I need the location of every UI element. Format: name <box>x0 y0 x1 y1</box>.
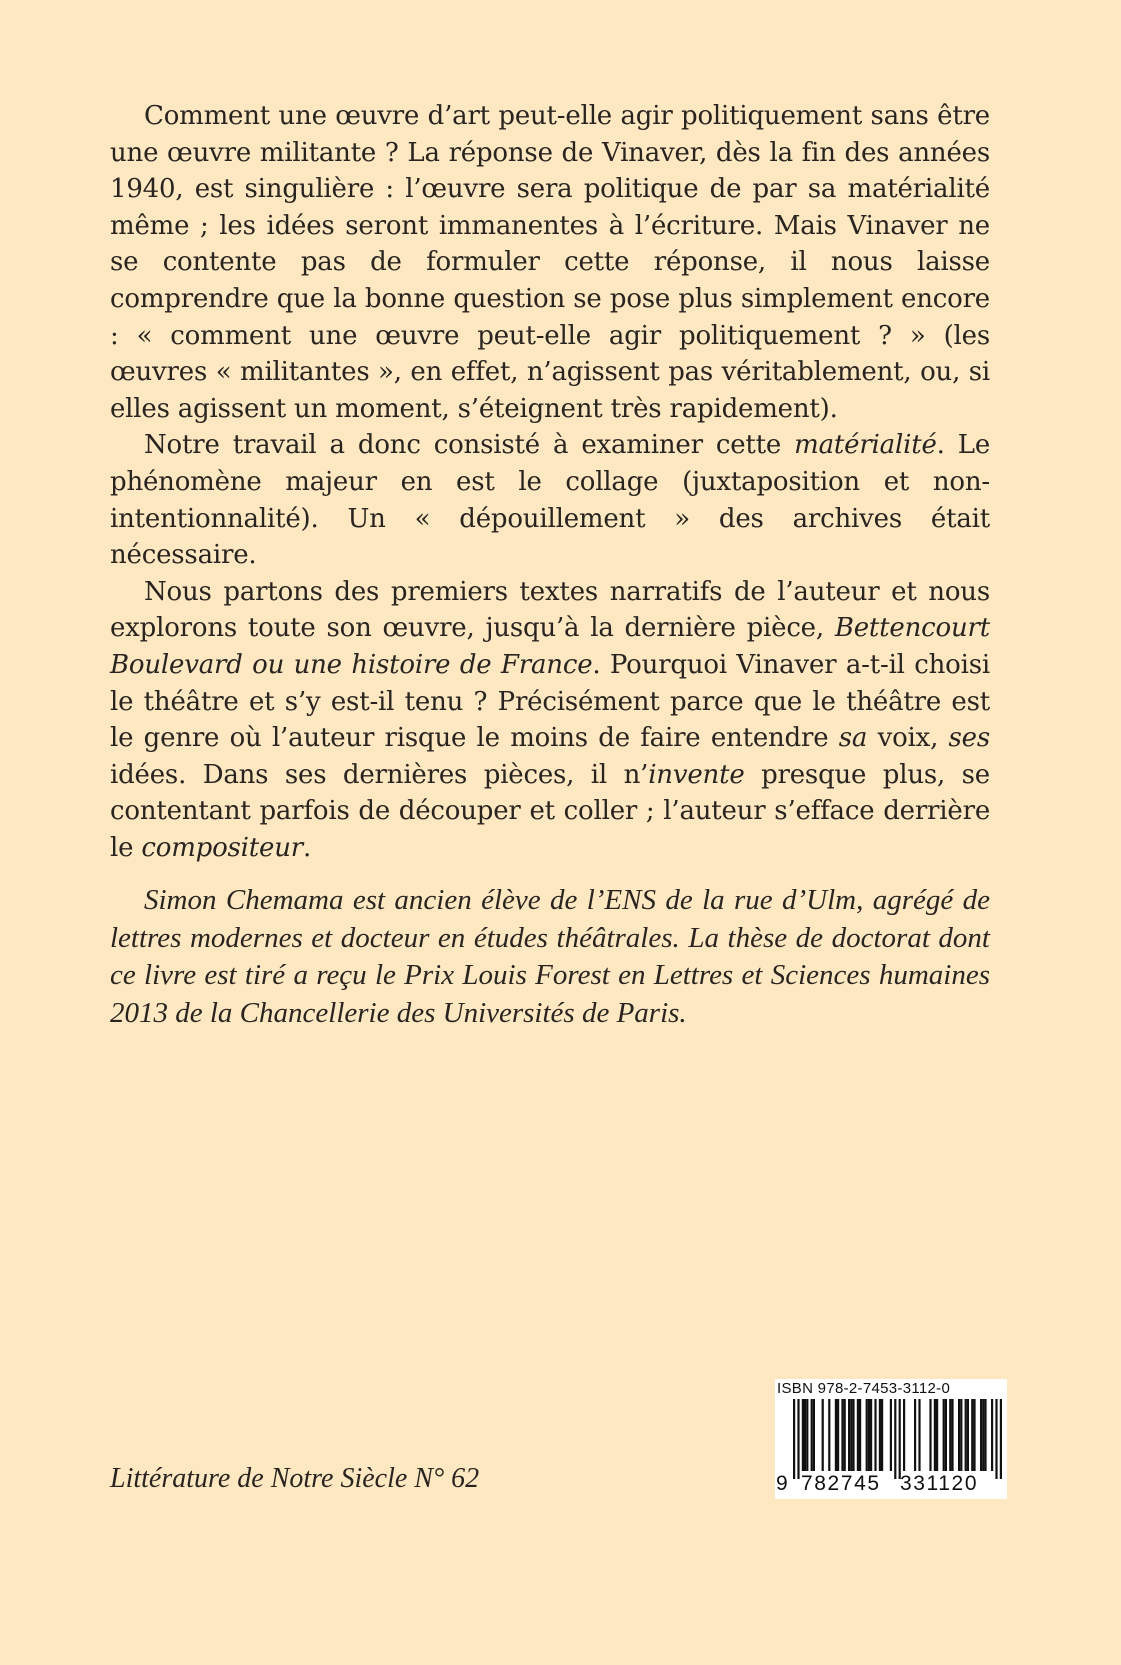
summary-paragraph <box>110 98 990 427</box>
barcode-bar <box>890 1399 892 1471</box>
barcode-bar <box>899 1399 901 1479</box>
barcode-bar <box>835 1399 837 1471</box>
barcode-bar <box>918 1399 920 1471</box>
italic-run: ses <box>948 723 991 754</box>
text-run: Comment une œuvre d’art peut-elle agir politiquement sans être une œuvre militante ? La réponse de Vinaver, dès la fin des années 1940, est singulière : l’œuvre sera politique de par sa matérialité même ; les idées seront immanentes à l’écriture. Mais Vinaver ne se contente pas de formuler cette réponse, il nous laisse comprendre que la bonne question se pose plus simplement encore : « comment une œuvre peut-elle agir politiquement ? » (les œuvres « militantes », en effet, n’agissent pas véritablement, ou, si elles agissent un moment, s’éteignent très rapidement). <box>110 101 990 424</box>
barcode-bar <box>793 1399 795 1479</box>
summary-paragraph <box>110 427 990 573</box>
barcode-bar <box>850 1399 852 1471</box>
barcode-bar <box>971 1399 973 1471</box>
text-run: voix, <box>867 723 949 754</box>
isbn-barcode <box>775 1379 1007 1499</box>
barcode-bar <box>995 1399 997 1479</box>
barcode-bar <box>857 1399 859 1471</box>
barcode-bar <box>874 1399 876 1471</box>
barcode-bar <box>806 1399 808 1471</box>
barcode-bar <box>945 1399 947 1471</box>
barcode-bar <box>960 1399 962 1471</box>
barcode-bar <box>903 1399 905 1471</box>
barcode-bar <box>949 1399 951 1471</box>
barcode-bar <box>870 1399 872 1471</box>
barcode-bar <box>991 1399 993 1471</box>
barcode-bar <box>881 1399 883 1471</box>
barcode-bar <box>980 1399 982 1471</box>
barcode-bar <box>982 1399 984 1471</box>
barcode-digits <box>775 1472 1007 1500</box>
barcode-bar <box>859 1399 861 1471</box>
text-run: Nous partons des premiers textes narratifs de l’auteur et nous explorons toute son œuvre, jusqu’à la dernière pièce, <box>110 576 990 644</box>
barcode-bar <box>844 1399 846 1471</box>
barcode-bar <box>852 1399 854 1471</box>
text-run: idées. Dans ses dernières pièces, il n’ <box>110 759 649 790</box>
barcode-first-digit: 9 <box>776 1472 788 1495</box>
barcode-bar <box>813 1399 815 1471</box>
text-run: presque plus, se contentant parfois de découper et coller ; l’auteur s’efface derrière le <box>110 759 990 863</box>
isbn-label: ISBN 978-2-7453-3112-0 <box>777 1380 951 1397</box>
text-run: Notre travail a donc consisté à examiner cette <box>144 430 795 461</box>
barcode-bar <box>951 1399 953 1471</box>
text-run: . <box>303 832 312 863</box>
barcode-bar <box>811 1399 813 1471</box>
italic-run: sa <box>838 723 868 754</box>
barcode-bar <box>958 1399 960 1471</box>
summary-paragraph <box>110 574 990 867</box>
barcode-bar <box>943 1399 945 1471</box>
barcode-right-group: 331120 <box>900 1472 979 1495</box>
barcode-bar <box>848 1399 850 1471</box>
text-run: . Pourquoi Vinaver a-t-il choisi le théâtre et s’y est-il tenu ? Précisément parce que le théâtre est le genre où l’auteur risque le moins de faire entendre <box>110 649 990 754</box>
barcode-bar <box>936 1399 938 1471</box>
barcode-bar <box>929 1399 931 1471</box>
barcode-bar <box>894 1399 896 1479</box>
barcode-bar <box>822 1399 824 1471</box>
barcode-bar <box>879 1399 881 1471</box>
barcode-bar <box>802 1399 804 1471</box>
text-run: . Le phénomène majeur en est le collage (juxtaposition et non-intentionnalité). Un « dépouillement » des archives était nécessaire. <box>110 430 990 571</box>
barcode-bar <box>967 1399 969 1471</box>
barcode-bar <box>914 1399 916 1471</box>
barcode-bar <box>828 1399 830 1471</box>
italic-run: Bettencourt Boulevard ou une histoire de France <box>110 613 990 680</box>
barcode-bars <box>775 1399 1007 1479</box>
barcode-bar <box>868 1399 870 1471</box>
barcode-bar <box>965 1399 967 1471</box>
barcode-bar <box>841 1399 843 1471</box>
italic-run: invente <box>648 759 745 790</box>
barcode-bar <box>1000 1399 1002 1479</box>
italic-run: compositeur <box>141 832 304 863</box>
barcode-bar <box>973 1399 975 1471</box>
italic-run: matérialité <box>794 430 937 461</box>
barcode-bar <box>804 1399 806 1471</box>
barcode-bar <box>837 1399 839 1471</box>
barcode-bar <box>984 1399 986 1471</box>
barcode-bar <box>797 1399 799 1479</box>
series-title: Littérature de Notre Siècle N° 62 <box>110 1463 480 1494</box>
barcode-left-group: 782745 <box>801 1472 881 1495</box>
barcode-bar <box>934 1399 936 1471</box>
back-cover-summary <box>110 98 990 866</box>
barcode-bar <box>866 1399 868 1471</box>
author-bio: Simon Chemama est ancien élève de l’ENS de la rue d’Ulm, agrégé de lettres modernes et docteur en études théâtrales. La thèse de doctorat dont ce livre est tiré a reçu le Prix Louis Forest en Lettres et Sciences humaines 2013 de la Chancellerie des Universités de Paris. <box>110 884 990 1029</box>
